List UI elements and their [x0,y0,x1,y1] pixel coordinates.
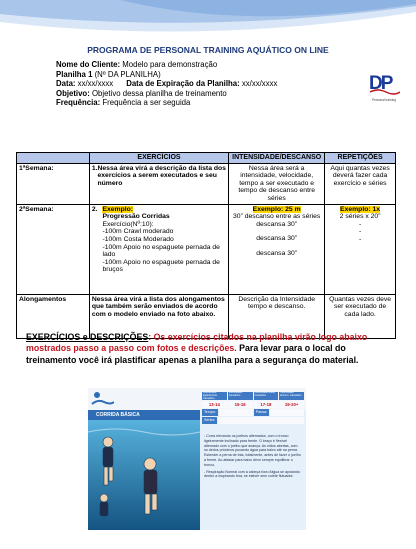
week-2-reps-cell [325,204,396,294]
intensity-value: 13-14 [202,401,227,408]
stretching-reps-cell: Quantas vezes deve ser executado de cada lado. [325,294,396,338]
reps-line: - [358,220,362,228]
intensity-header: Intensidade Extrem. Cansativo [279,392,304,400]
description-black-text: Para levar para o local do treinamento você irá plastificar apenas a planilha para a segurança do material. [26,343,359,365]
dp-logo [366,72,400,106]
date-value: xx/xx/xxxx [75,79,114,89]
week-1-exercise-text: Nessa área virá a descrição da lista dos exercícios a serem executados e seu número [97,164,226,187]
intensity-value: 19-20+ [279,401,304,408]
exercise-instructions [204,434,302,528]
table-header-week [17,153,90,164]
week-2-intensity-cell [229,204,325,294]
instruction-paragraph: - Respiração Normal com a cabeça fora d'água se apoiando dentro a inspirando fora, se estiver sem colete flutuador. [204,469,300,479]
table-header-intensity: INTENSIDADE/DESCANSO [229,153,325,164]
series-value-blank [218,417,304,424]
intensity-header: Intensidade ligeiramente Cansativo [202,392,227,400]
week-2-exercise-cell [89,204,228,294]
table-row [17,163,396,204]
objective-row [56,89,356,99]
pool-photo-illustration [88,420,200,530]
week-2-reps-example: Exemplo: 1x [340,205,381,213]
table-header-row [17,153,396,164]
exercise-description [26,332,398,366]
week-2-exercise-title: Progressão Corridas [102,213,170,221]
sheet-value: (Nº DA PLANILHA) [92,69,161,79]
list-item: -100m Apoio no espaguete pernada de lado [102,243,220,259]
week-1-intensity-cell: Nessa área será a intensidade, velocidade, tempo a ser executado e tempo de descanso entre séries [229,163,325,204]
intensity-value: 15-16 [228,401,253,408]
objective-label: Objetivo: [56,88,90,98]
intensity-scale-table [202,392,304,432]
table-row [17,204,396,294]
week-2-number: 2. [91,205,98,213]
list-item: -100m Apoio no espaguete pernada de bruços [102,258,220,274]
expiration-value: xx/xx/xxxx [239,79,278,89]
description-label: EXERCÍCIOS e DESCRIÇÕES [26,332,149,342]
expiration-label: Data de Expiração da Planilha: [126,79,240,89]
intensity-line: descansa 30” [256,235,298,243]
list-item: -100m Crawl moderado [102,228,174,236]
description-red-text: : Os exercícios citados na planilha virão logo abaixo mostrados passo a passo com fotos e descrições. [26,332,368,354]
intensity-header: Intensidade Muito Cansativo [254,392,279,400]
week-1-cell: 1ªSemana: [17,163,90,204]
document-title: PROGRAMA DE PERSONAL TRAINING AQUÁTICO ON LINE [87,45,329,55]
instruction-paragraph: - Corra elevando os joelhos alternados, com o tronco ligeiramente inclinado para frente. O braço é flexível alternado com o joelho que avança. As mãos abertas, com os dedos próximos puxando água para baixo até na perna. Estender a perna de trás, totalmente, antes de fazer o joelho a frente. Ao afastar para baixo deve sempre equilibrar o tronco, [204,434,301,467]
table-header-repetitions: REPETIÇÕES [325,153,396,164]
photo-card-title: CORRIDA BÁSICA [88,410,200,420]
training-table [16,152,396,339]
swimmer-photo [88,420,200,530]
intensity-line: 30” descanso entre as séries [233,213,321,221]
objective-value: Objetivo dessa planilha de treinamento [89,88,227,98]
reps-line: 2 séries x 20” [339,213,381,221]
frequency-row [56,98,356,108]
intensity-line: descansa 30” [256,220,298,228]
intensity-header: Intensidade Cansativo [228,392,253,400]
sheet-row [56,70,356,80]
week-1-number: 1. [91,164,98,172]
pausa-value-blank [270,409,304,416]
header-wave-decoration [0,0,416,40]
series-label: Séries: [204,418,216,422]
table-header-exercises: EXERCÍCIOS [89,153,228,164]
reps-line: - [358,228,362,236]
stretching-cell: Alongamentos [17,294,90,338]
sheet-label: Planilha 1 [56,69,93,79]
week-2-example-label: Exemplo: [102,205,134,213]
week-2-intensity-example: Exemplo: 25 m [252,205,301,213]
exercise-photo-card [88,388,306,530]
week-1-reps-cell: Aqui quantas vezes deverá fazer cada exercício e séries [325,163,396,204]
list-item: -100m Costa Moderado [102,235,174,243]
week-2-exercise-sub: Exercício(Nº:10): [102,220,154,228]
tempo-label: Tempo: [204,410,216,414]
stretching-exercise-cell: Nessa área virá a lista dos alongamentos que também serão enviados de acordo com o modelo enviado na foto abaixo. [89,294,228,338]
date-label: Data: [56,79,76,89]
client-name-row [56,60,356,70]
frequency-label: Frequência: [56,98,101,108]
swimmer-icon [90,390,114,408]
tempo-value-blank [219,409,253,416]
date-row [56,79,356,89]
stretching-intensity-cell: Descrição da Intensidade tempo e descanso. [229,294,325,338]
pausa-label: Pausa: [255,410,267,414]
frequency-value: Frequência a ser seguida [100,98,191,108]
intensity-line: descansa 30” [256,249,298,257]
week-1-exercise-cell [89,163,228,204]
logo-text: DP [369,73,392,94]
swimmer-logo-icon [366,72,400,98]
week-2-cell: 2ªSemana: [17,204,90,294]
reps-line: - [358,235,362,243]
client-name-label: Nome do Cliente: [56,60,121,69]
client-header [56,60,356,108]
logo-subtitle: Personal training [372,98,396,102]
client-name-value: Modelo para demonstração [120,60,218,69]
intensity-value: 17-18 [254,401,279,408]
